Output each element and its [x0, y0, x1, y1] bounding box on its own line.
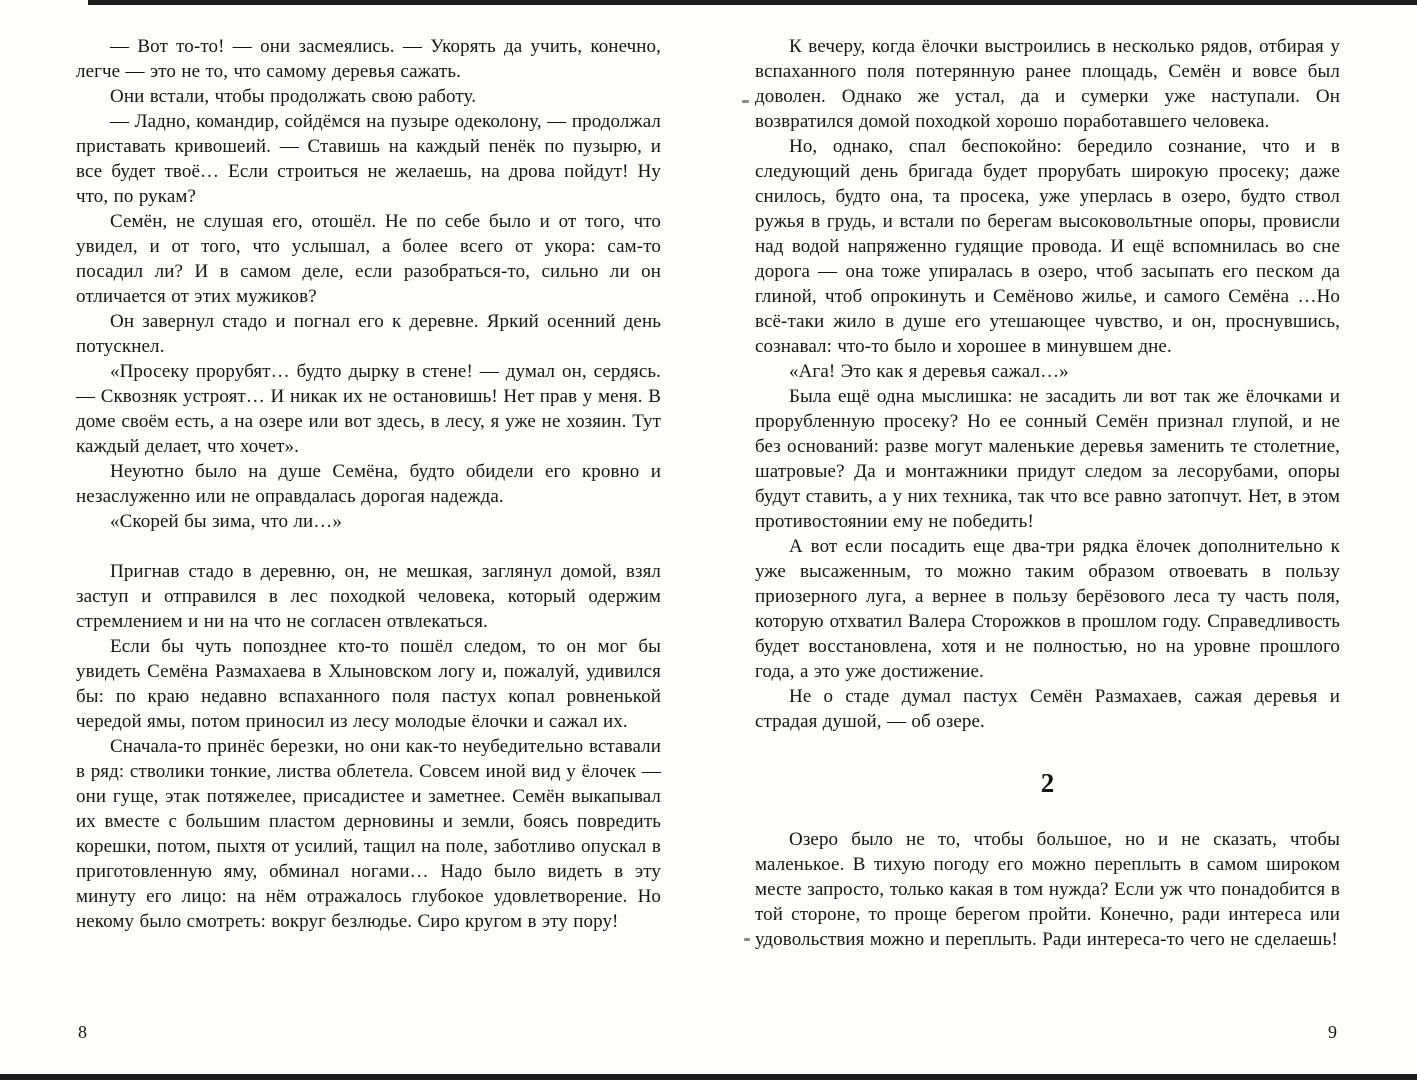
paragraph: Он завернул стадо и погнал его к деревне. Яркий осенний день потускнел. [76, 311, 661, 357]
paragraph: Озеро было не то, чтобы большое, но и не сказать, чтобы маленькое. В тихую погоду его можно переплыть в самом широком месте запросто, только какая в том нужда? Если уж что понадобится в той стороне, то проще берегом пройти. Конечно, ради интереса или удовольствия можно и переплыть. Ради интереса-то чего не сделаешь! [755, 829, 1340, 950]
paragraph: Пригнав стадо в деревню, он, не мешкая, заглянул домой, взял заступ и отправился в лес походкой человека, который одержим стремлением и ни на что не согласен отвлекаться. [76, 561, 661, 632]
section-heading: 2 [1040, 768, 1055, 798]
paragraph: Они встали, чтобы продолжать свою работу. [110, 86, 477, 107]
paragraph: Семён, не слушая его, отошёл. Не по себе было и от того, что увидел, и от того, что услышал, а более всего от укора: сам-то посадил ли? И в самом деле, если разобраться-то, сильно ли он отличается от этих мужиков? [76, 211, 661, 307]
paragraph: Была ещё одна мыслишка: не засадить ли вот так же ёлочками и прорубленную просеку? Но ее сонный Семён признал глупой, и не без оснований: разве могут маленькие деревья заменить те столетние, шатровые? Да и монтажники придут следом за лесорубами, опоры будут ставить, а у них техника, так что все равно затопчут. Нет, в этом противостоянии ему не победить! [755, 386, 1340, 532]
scan-artifact [744, 938, 750, 941]
page-left [76, 34, 661, 952]
page-number-left: 8 [78, 1022, 87, 1042]
paragraph: Неуютно было на душе Семёна, будто обидели его кровно и незаслуженно или не оправдалась дорогая надежда. [76, 461, 661, 507]
paragraph: — Вот то-то! — они засмеялись. — Укорять да учить, конечно, легче — это не то, что самому деревья сажать. [76, 36, 661, 82]
paragraph: Но, однако, спал беспокойно: бередило сознание, что и в следующий день бригада будет прорубать широкую просеку; даже снилось, будто она, та просека, уже уперлась в озеро, будто ствол ружья в грудь, и встали по берегам высоковольтные опоры, провисли над водой напряженно гудящие провода. И ещё вспомнилась во сне дорога — она тоже упиралась в озеро, чтоб засыпать его песком да глиной, чтоб опрокинуть и Семёново жилье, и самого Семёна …Но всё-таки жило в душе его утешающее чувство, и он, проснувшись, сознавал: что-то было и хорошее в минувшем дне. [755, 136, 1340, 357]
paragraph: — Ладно, командир, сойдёмся на пузыре одеколону, — продолжал приставать кривошеий. — Ставишь на каждый пенёк по пузырю, и все будет твоё… Если строиться не желаешь, на дрова пойдут! Ну что, по рукам? [76, 111, 661, 207]
paragraph: Не о стаде думал пастух Семён Размахаев, сажая деревья и страдая душой, — об озере. [755, 686, 1340, 732]
paragraph: К вечеру, когда ёлочки выстроились в несколько рядов, отбирая у вспаханного поля потерянную ранее площадь, Семён и вовсе был доволен. Однако же устал, да и сумерки уже наступали. Он возвратился домой походкой хорошо поработавшего человека. [755, 36, 1340, 132]
paragraph: А вот если посадить еще два-три рядка ёлочек дополнительно к уже высаженным, то можно таким образом отвоевать в пользу приозерного луга, а вернее в пользу берёзового леса ту часть поля, которую отхватил Валера Сторожков в прошлом году. Справедливость будет восстановлена, хотя и не полностью, но на уровне прошлого года, а это уже достижение. [755, 536, 1340, 682]
paragraph: «Скорей бы зима, что ли…» [110, 511, 342, 532]
scan-artifact [742, 100, 749, 103]
paragraph: «Просеку прорубят… будто дырку в стене! — думал он, сердясь. — Сквозняк устроят… И никак их не остановишь! Нет прав у меня. В доме своём есть, а на озере или вот здесь, в лесу, я уже не хозяин. Тут каждый делает, что хочет». [76, 361, 661, 457]
scan-edge-bottom [0, 1074, 1417, 1080]
page-number-right: 9 [1328, 1022, 1337, 1042]
scan-edge-top [88, 0, 1417, 5]
paragraph: Если бы чуть попозднее кто-то пошёл следом, то он мог бы увидеть Семёна Размахаева в Хлыновском логу и, пожалуй, удивился бы: по краю недавно вспаханного поля пастух копал ровненькой чередой ямы, потом приносил из лесу молодые ёлочки и сажал их. [76, 636, 661, 732]
page-right [755, 34, 1340, 952]
paragraph: Сначала-то принёс березки, но они как-то неубедительно вставали в ряд: стволики тонкие, листва облетела. Совсем иной вид у ёлочек — они гуще, этак потяжелее, присадистее и заметнее. Семён выкапывал их вместе с большим пластом дерновины и земли, боясь повредить корешки, потом, пыхтя от усилий, тащил на поле, заботливо опускал в приготовленную яму, обминал ногами… Надо было видеть в эту минуту его лицо: на нём отражалось глубокое удовлетворение. Но некому было смотреть: вокруг безлюдье. Сиро кругом в эту пору! [76, 736, 661, 932]
paragraph: «Ага! Это как я деревья сажал…» [789, 361, 1069, 382]
